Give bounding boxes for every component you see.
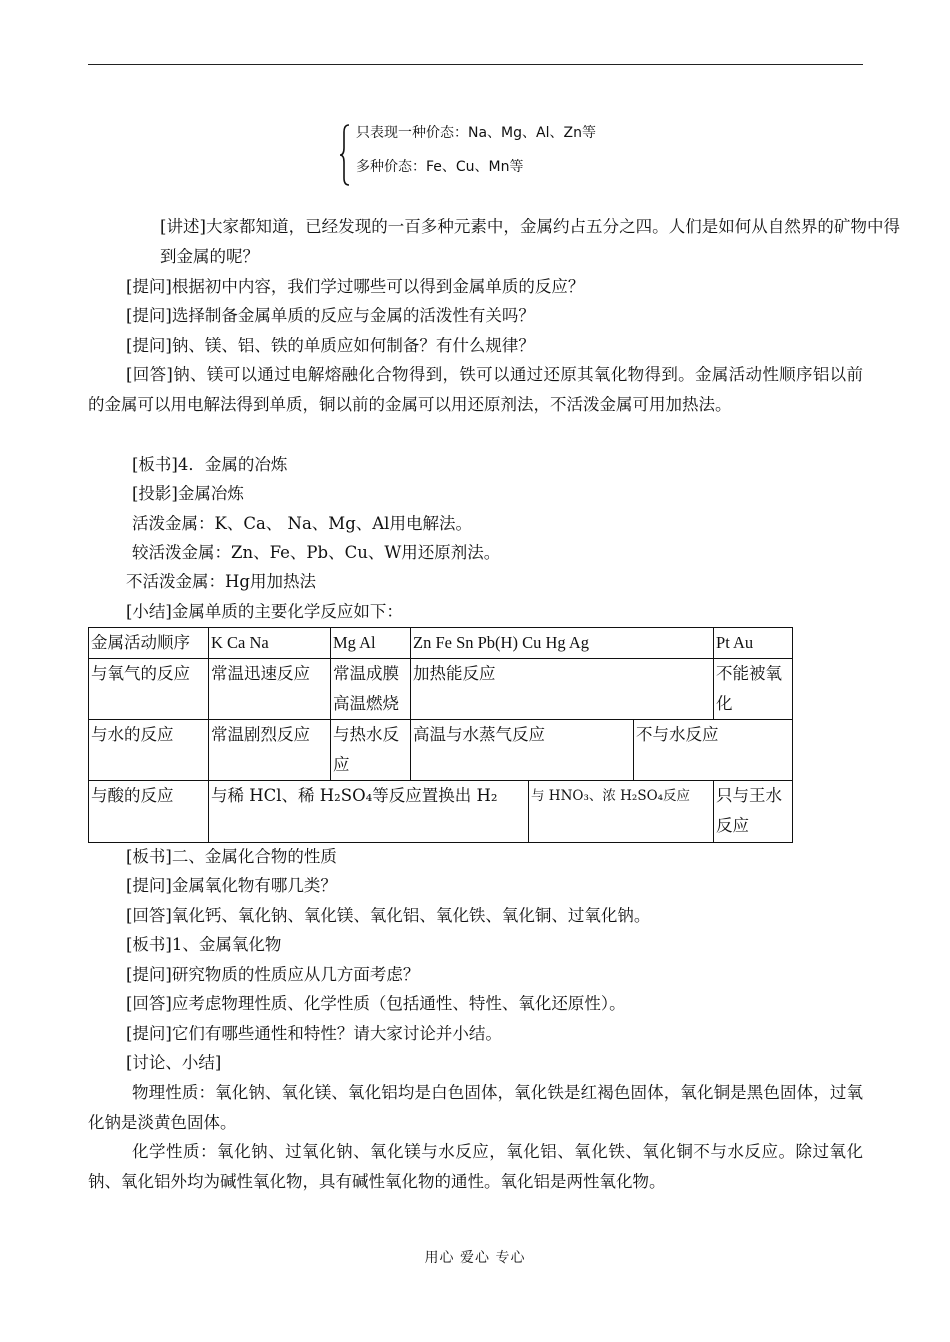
metal-reactions-table xyxy=(88,627,793,843)
paragraph-discussion: [讨论、小结] xyxy=(126,1053,222,1072)
paragraph-chemical-properties: 化学性质：氧化钠、过氧化钠、氧化镁与水反应，氧化铝、氧化铁、氧化铜不与水反应。除过氧化钠、氧化铝外均为碱性氧化物，具有碱性氧化物的通性。氧化铝是两性氧化物。 xyxy=(88,1142,863,1191)
table-cell: 不与水反应 xyxy=(634,720,793,781)
table-cell: 与氧气的反应 xyxy=(89,659,209,720)
table-cell: 与 HNO₃、浓 H₂SO₄反应 xyxy=(529,781,714,843)
table-cell: 常温剧烈反应 xyxy=(209,720,331,781)
brace-line-multi-valence: 多种价态：Fe、Cu、Mn等 xyxy=(356,159,524,175)
table-cell: Mg Al xyxy=(331,628,411,659)
paragraph-lecture: [讲述]大家都知道，已经发现的一百多种元素中，金属约占五分之四。人们是如何从自然界的矿物中得到金属的呢？ xyxy=(160,217,900,266)
header-rule xyxy=(88,64,863,65)
table-cell: 与酸的反应 xyxy=(89,781,209,843)
paragraph-board-1: [板书]4．金属的冶炼 xyxy=(132,455,288,474)
table-cell: 与稀 HCl、稀 H₂SO₄等反应置换出 H₂ xyxy=(209,781,529,843)
paragraph-board-2: [板书]二、金属化合物的性质 xyxy=(126,847,337,866)
table-cell: 常温迅速反应 xyxy=(209,659,331,720)
paragraph-answer-1: [回答]钠、镁可以通过电解熔融化合物得到，铁可以通过还原其氧化物得到。金属活动性顺序铝以前的金属可以用电解法得到单质，铜以前的金属可以用还原剂法，不活泼金属可用加热法。 xyxy=(88,365,863,414)
brace-line-single-valence: 只表现一种价态：Na、Mg、Al、Zn等 xyxy=(356,125,596,141)
table-cell: 加热能反应 xyxy=(411,659,714,720)
table-cell: 与热水反应 xyxy=(331,720,411,781)
page-footer: 用心 爱心 专心 xyxy=(424,1250,526,1266)
paragraph-question-3: [提问]钠、镁、铝、铁的单质应如何制备？有什么规律？ xyxy=(126,336,535,355)
paragraph-board-3: [板书]1、金属氧化物 xyxy=(126,935,282,954)
table-cell: 只与王水反应 xyxy=(714,781,793,843)
paragraph-summary: [小结]金属单质的主要化学反应如下： xyxy=(126,602,403,621)
paragraph-question-5: [提问]研究物质的性质应从几方面考虑？ xyxy=(126,965,420,984)
paragraph-answer-2: [回答]氧化钙、氧化钠、氧化镁、氧化铝、氧化铁、氧化铜、过氧化钠。 xyxy=(126,906,651,925)
table-cell: 不能被氧化 xyxy=(714,659,793,720)
table-cell: 金属活动顺序 xyxy=(89,628,209,659)
table-cell: Zn Fe Sn Pb(H) Cu Hg Ag xyxy=(411,628,714,659)
paragraph-less-active-metals: 较活泼金属：Zn、Fe、Pb、Cu、W用还原剂法。 xyxy=(132,543,501,562)
paragraph-projection: [投影]金属冶炼 xyxy=(132,484,244,503)
table-cell: K Ca Na xyxy=(209,628,331,659)
table-row xyxy=(89,659,793,720)
paragraph-question-4: [提问]金属氧化物有哪几类？ xyxy=(126,876,337,895)
table-row xyxy=(89,781,793,843)
paragraph-physical-properties: 物理性质：氧化钠、氧化镁、氧化铝均是白色固体，氧化铁是红褐色固体，氧化铜是黑色固体，过氧化钠是淡黄色固体。 xyxy=(88,1083,863,1132)
paragraph-answer-3: [回答]应考虑物理性质、化学性质（包括通性、特性、氧化还原性）。 xyxy=(126,994,626,1013)
paragraph-question-6: [提问]它们有哪些通性和特性？请大家讨论并小结。 xyxy=(126,1024,502,1043)
table-row xyxy=(89,628,793,659)
paragraph-active-metals: 活泼金属：K、Ca、 Na、Mg、Al用电解法。 xyxy=(132,514,472,533)
table-row xyxy=(89,720,793,781)
paragraph-question-1: [提问]根据初中内容，我们学过哪些可以得到金属单质的反应？ xyxy=(126,277,585,296)
table-cell: 与水的反应 xyxy=(89,720,209,781)
curly-brace-icon xyxy=(340,124,350,186)
paragraph-inactive-metals: 不活泼金属：Hg用加热法 xyxy=(126,572,316,591)
table-cell: 常温成膜高温燃烧 xyxy=(331,659,411,720)
paragraph-question-2: [提问]选择制备金属单质的反应与金属的活泼性有关吗？ xyxy=(126,306,535,325)
table-cell: Pt Au xyxy=(714,628,793,659)
table-cell: 高温与水蒸气反应 xyxy=(411,720,634,781)
